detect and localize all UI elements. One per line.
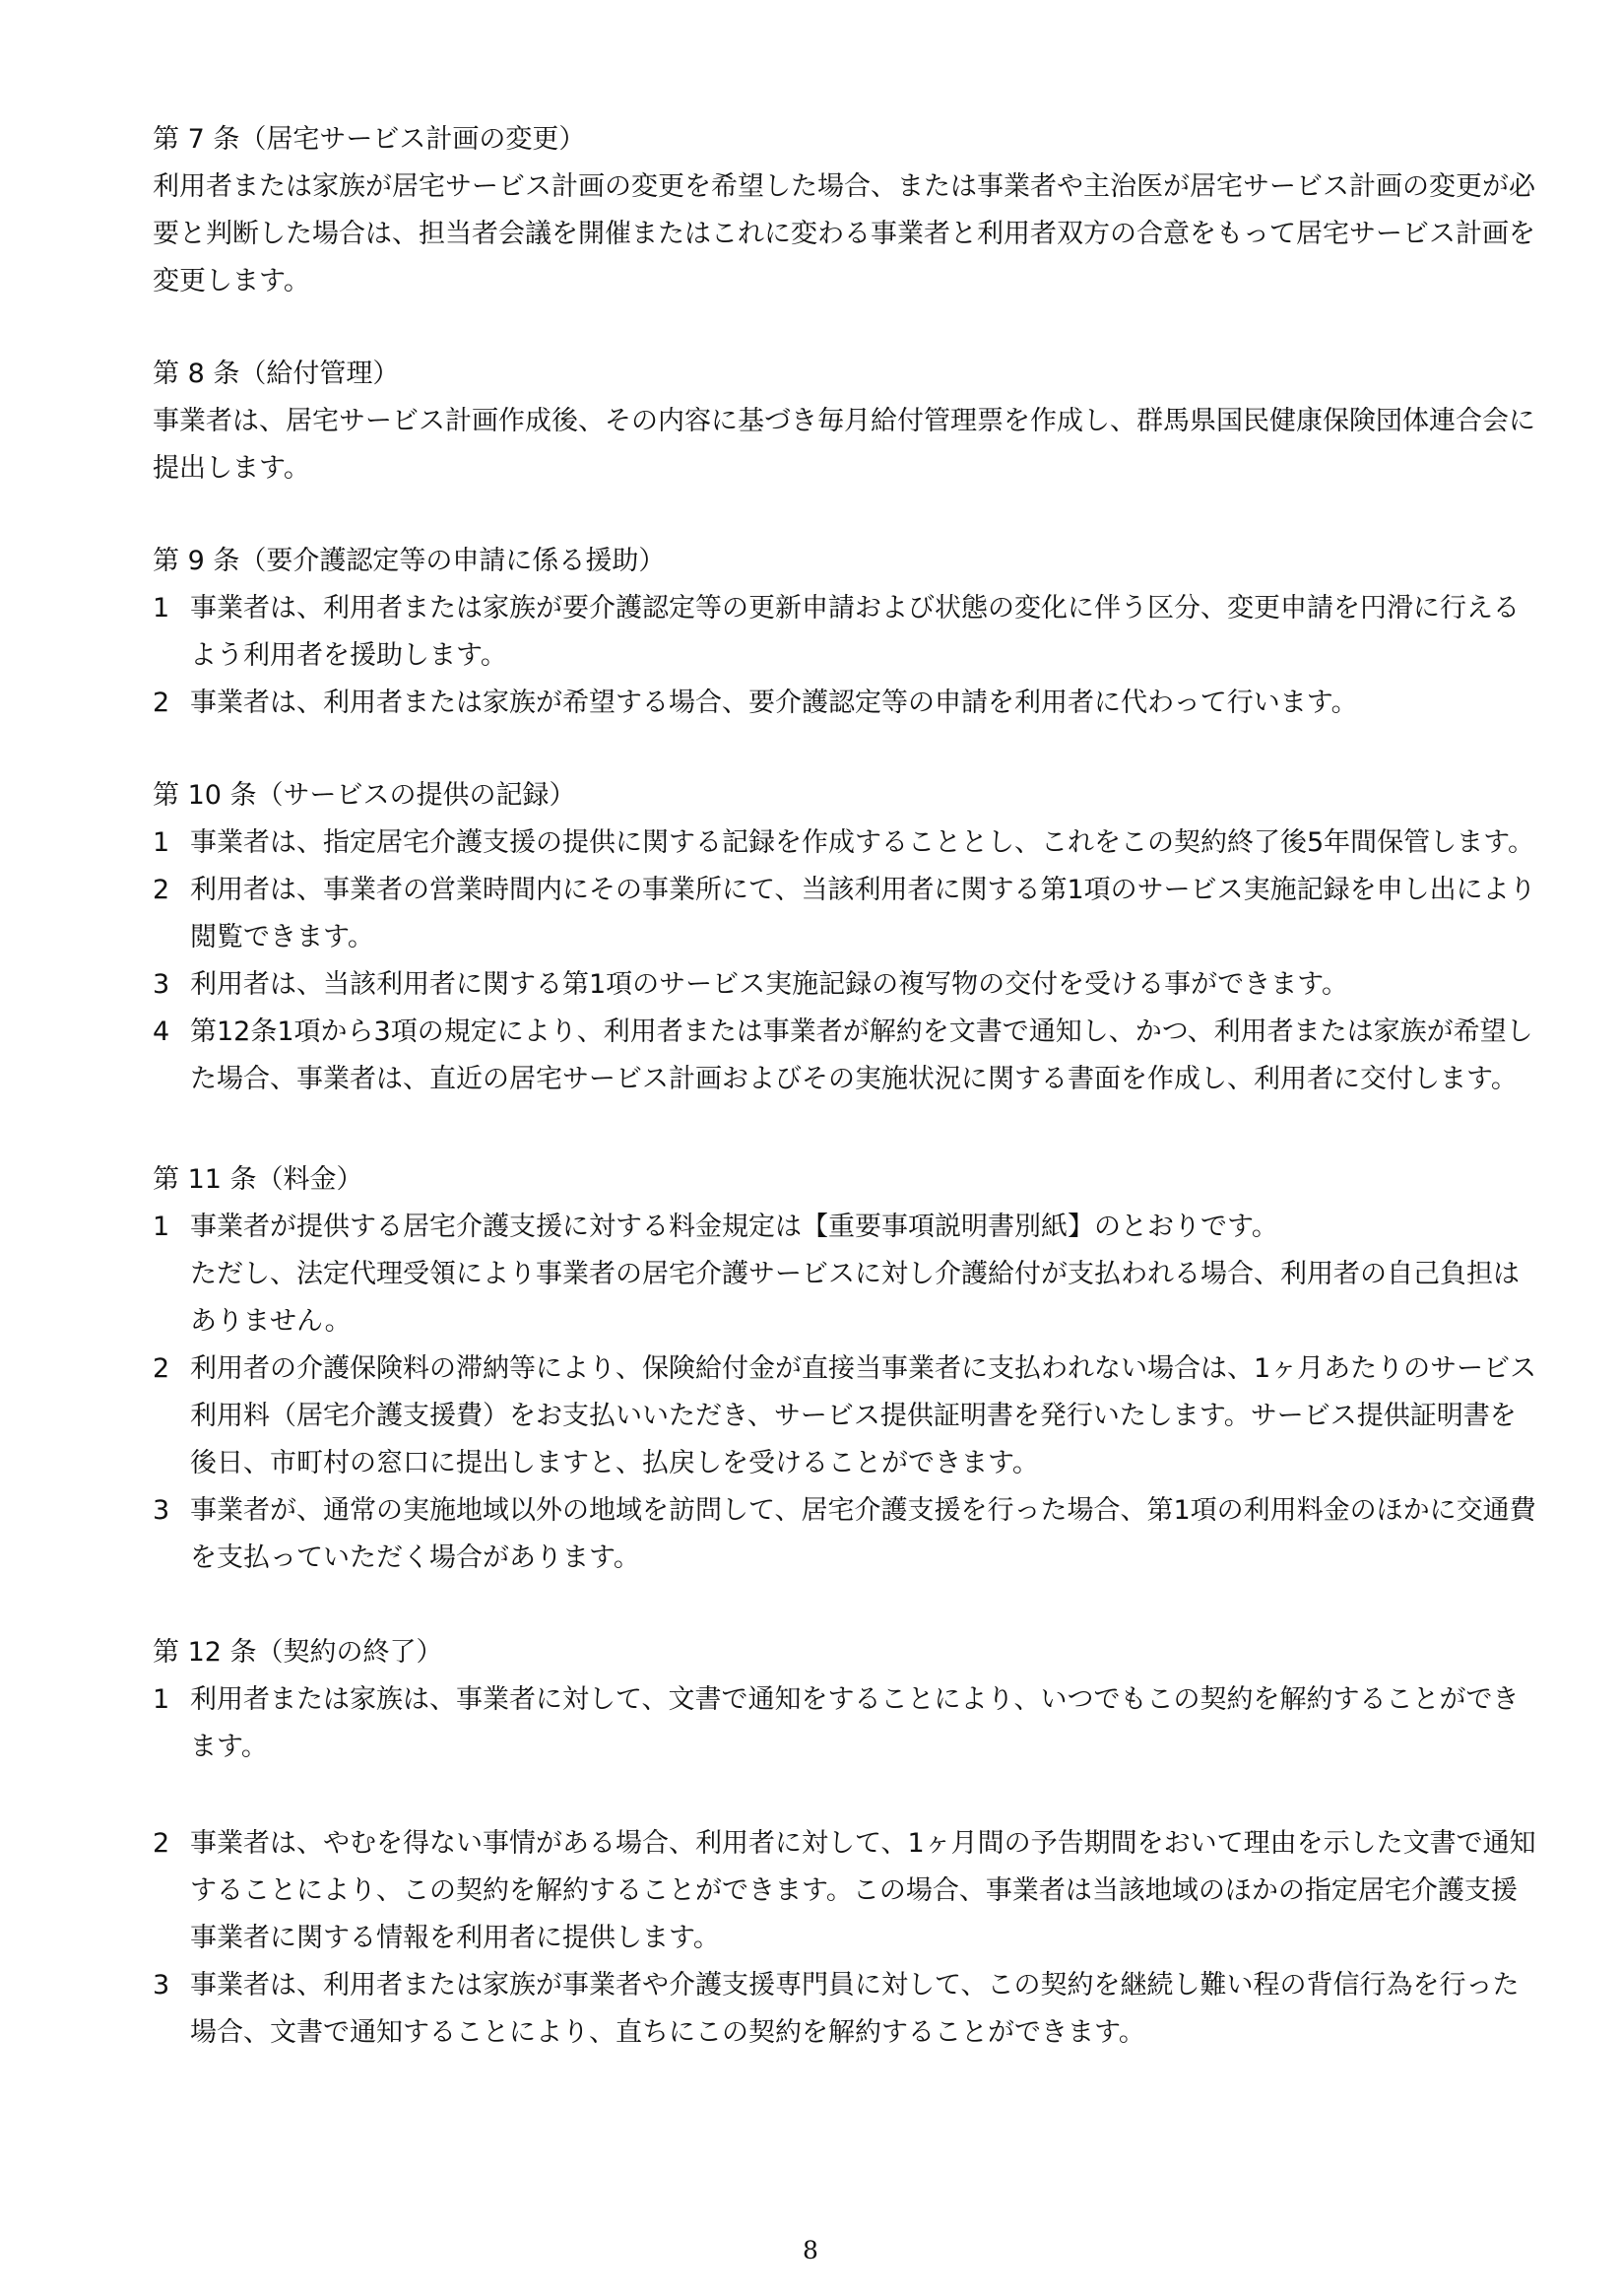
article-heading: 第 12 条（契約の終了） [153, 1637, 443, 1668]
list-item [153, 867, 1541, 961]
list-item [153, 1820, 1541, 1962]
article-heading: 第 10 条（サービスの提供の記録） [153, 780, 576, 811]
article-heading: 第 9 条（要介護認定等の申請に係る援助） [153, 546, 666, 576]
item-text: 利用者は、事業者の営業時間内にその事業所にて、当該利用者に関する第1項のサービス実施記録を申し出により閲覧できます。 [190, 875, 1536, 952]
article-body: 利用者または家族が居宅サービス計画の変更を希望した場合、または事業者や主治医が居宅サービス計画の変更が必要と判断した場合は、担当者会議を開催またはこれに変わる事業者と利用者双方の合意をもって居宅サービス計画を変更します。 [153, 171, 1535, 296]
article-7 [153, 116, 1541, 305]
item-number: 3 [153, 1495, 170, 1526]
item-text: 事業者は、利用者または家族が希望する場合、要介護認定等の申請を利用者に代わって行います。 [190, 688, 1358, 718]
article-heading: 第 7 条（居宅サービス計画の変更） [153, 124, 586, 155]
item-text: 事業者は、指定居宅介護支援の提供に関する記録を作成することとし、これをこの契約終了後5年間保管します。 [190, 827, 1535, 858]
item-number: 3 [153, 1970, 170, 2001]
list-item [153, 1487, 1541, 1582]
item-text: 第12条1項から3項の規定により、利用者または事業者が解約を文書で通知し、かつ、利用者または家族が希望した場合、事業者は、直近の居宅サービス計画およびその実施状況に関する書面を作成し、利用者に交付します。 [190, 1017, 1533, 1094]
item-text: 利用者または家族は、事業者に対して、文書で通知をすることにより、いつでもこの契約を解約することができます。 [190, 1684, 1520, 1762]
list-item [153, 585, 1541, 680]
item-text: 利用者の介護保険料の滞納等により、保険給付金が直接当事業者に支払われない場合は、1ヶ月あたりのサービス利用料（居宅介護支援費）をお支払いいただき、サービス提供証明書を発行いたします。サービス提供証明書を後日、市町村の窓口に提出しますと、払戻しを受けることができます。 [190, 1353, 1537, 1478]
item-number: 1 [153, 593, 170, 623]
document-page [153, 116, 1541, 2102]
page-number: 8 [803, 2236, 818, 2264]
item-number: 2 [153, 688, 170, 718]
list-item [153, 1204, 1541, 1251]
item-text: 事業者が、通常の実施地域以外の地域を訪問して、居宅介護支援を行った場合、第1項の利用料金のほかに交通費を支払っていただく場合があります。 [190, 1495, 1536, 1573]
item-number: 2 [153, 1353, 170, 1384]
item-text: 事業者は、利用者または家族が要介護認定等の更新申請および状態の変化に伴う区分、変更申請を円滑に行えるよう利用者を援助します。 [190, 593, 1520, 671]
article-heading: 第 11 条（料金） [153, 1164, 363, 1195]
item-number: 2 [153, 875, 170, 905]
item-subtext: ただし、法定代理受領により事業者の居宅介護サービスに対し介護給付が支払われる場合、利用者の自己負担はありません。 [190, 1259, 1520, 1337]
list-item [153, 1345, 1541, 1487]
item-number: 1 [153, 827, 170, 858]
item-text: 事業者は、やむを得ない事情がある場合、利用者に対して、1ヶ月間の予告期間をおいて理由を示した文書で通知することにより、この契約を解約することができます。この場合、事業者は当該地域のほかの指定居宅介護支援事業者に関する情報を利用者に提供します。 [190, 1828, 1536, 1953]
item-number: 1 [153, 1212, 170, 1242]
article-body: 事業者は、居宅サービス計画作成後、その内容に基づき毎月給付管理票を作成し、群馬県国民健康保険団体連合会に提出します。 [153, 406, 1535, 484]
item-text: 事業者は、利用者または家族が事業者や介護支援専門員に対して、この契約を継続し難い程の背信行為を行った場合、文書で通知することにより、直ちにこの契約を解約することができます。 [190, 1970, 1520, 2048]
list-item [153, 1962, 1541, 2057]
item-number: 3 [153, 969, 170, 1000]
list-item [153, 1676, 1541, 1771]
article-12 [153, 1629, 1541, 2057]
article-heading: 第 8 条（給付管理） [153, 359, 400, 389]
spacer [153, 1771, 1541, 1820]
article-9 [153, 538, 1541, 727]
article-10 [153, 772, 1541, 1103]
item-number: 2 [153, 1828, 170, 1859]
item-number: 4 [153, 1017, 170, 1047]
list-item [153, 961, 1541, 1009]
list-item [153, 680, 1541, 727]
list-item [153, 820, 1541, 867]
item-text: 事業者が提供する居宅介護支援に対する料金規定は【重要事項説明書別紙】のとおりです。 [190, 1212, 1278, 1242]
list-item [153, 1009, 1541, 1103]
item-number: 1 [153, 1684, 170, 1715]
article-11 [153, 1156, 1541, 1582]
item-text: 利用者は、当該利用者に関する第1項のサービス実施記録の複写物の交付を受ける事ができます。 [190, 969, 1349, 1000]
article-8 [153, 351, 1541, 492]
